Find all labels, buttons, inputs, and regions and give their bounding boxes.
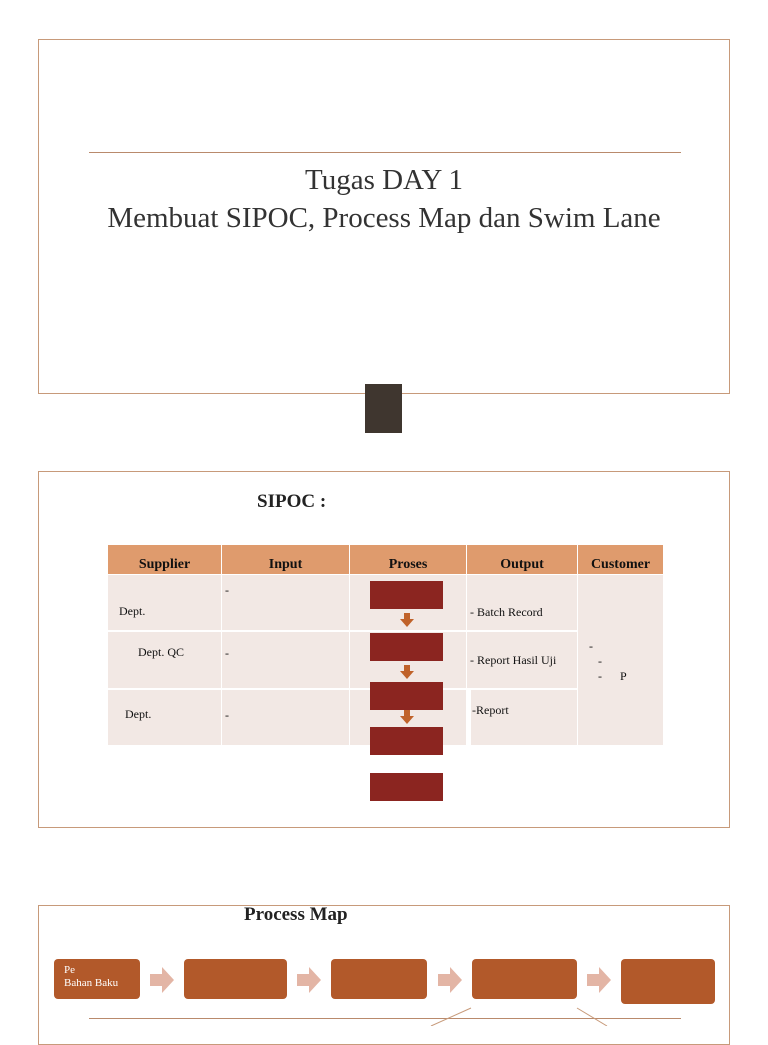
process-map-slide	[38, 905, 730, 1045]
supplier-text: Dept. QC	[138, 645, 184, 659]
process-map-box	[331, 959, 427, 999]
slide-title-line2: Membuat SIPOC, Process Map dan Swim Lane	[107, 202, 661, 234]
header-output: Output	[467, 545, 577, 574]
process-map-box	[184, 959, 287, 999]
process-step-box	[370, 773, 443, 801]
down-arrow-icon	[400, 710, 414, 724]
header-supplier: Supplier	[108, 545, 221, 574]
supplier-text: Dept.	[119, 604, 146, 618]
process-step-box	[370, 682, 443, 710]
right-arrow-icon	[150, 967, 174, 993]
process-map-box-label	[64, 964, 118, 990]
down-arrow-icon	[400, 665, 414, 679]
input-cell	[222, 690, 349, 745]
customer-text: -	[589, 639, 593, 653]
input-text: -	[225, 583, 229, 597]
connector-lines	[419, 1006, 619, 1026]
customer-cell	[578, 575, 663, 745]
header-input: Input	[222, 545, 349, 574]
process-map-title: Process Map	[244, 904, 348, 925]
output-text: - Batch Record	[470, 605, 543, 619]
right-arrow-icon	[587, 967, 611, 993]
supplier-cell	[108, 575, 221, 630]
right-arrow-icon	[297, 967, 321, 993]
process-step-box	[370, 633, 443, 661]
input-cell	[222, 632, 349, 688]
header-proses: Proses	[350, 545, 466, 574]
right-arrow-icon	[438, 967, 462, 993]
process-step-box	[370, 581, 443, 609]
title-slide	[38, 39, 730, 394]
input-text: -	[225, 708, 229, 722]
supplier-cell	[108, 632, 221, 688]
output-cell	[467, 575, 577, 630]
input-cell	[222, 575, 349, 630]
output-text: -Report	[472, 703, 509, 717]
customer-text: -	[598, 654, 602, 668]
input-text: -	[225, 646, 229, 660]
process-map-box	[621, 959, 715, 1004]
process-map-box-label-line1: Pe	[64, 964, 75, 976]
process-map-box	[472, 959, 577, 999]
down-arrow-icon	[400, 613, 414, 627]
title-rule	[89, 152, 681, 153]
slide-title-line1: Tugas DAY 1	[305, 164, 463, 196]
sipoc-slide	[38, 471, 730, 828]
process-step-box	[370, 727, 443, 755]
process-map-box-label-line2: Bahan Baku	[64, 977, 119, 989]
output-text: - Report Hasil Uji	[470, 653, 557, 667]
supplier-text: Dept.	[125, 707, 152, 721]
sipoc-title: SIPOC :	[257, 491, 327, 512]
header-customer: Customer	[578, 545, 663, 574]
customer-text: - P	[598, 669, 627, 683]
slide-separator-block	[365, 384, 402, 433]
